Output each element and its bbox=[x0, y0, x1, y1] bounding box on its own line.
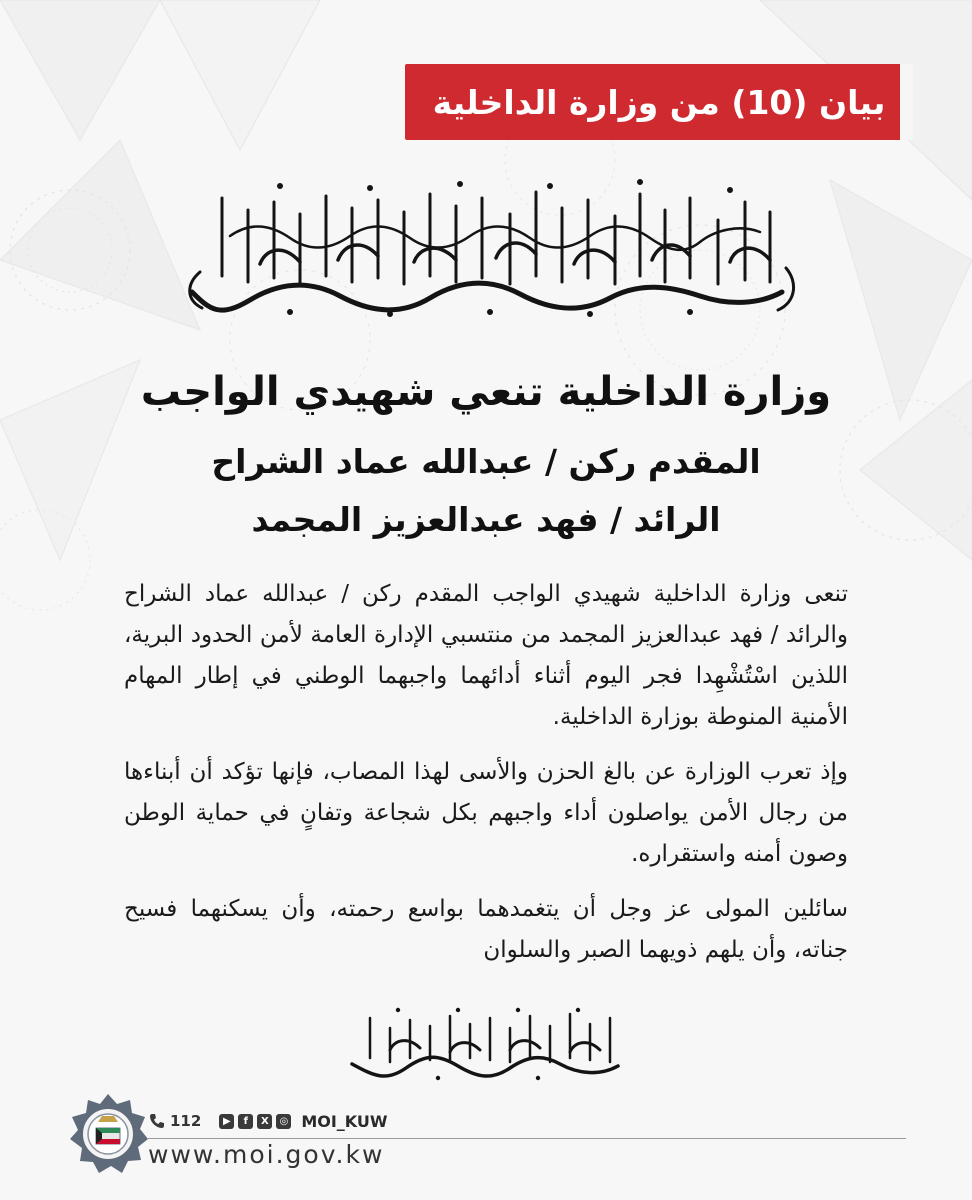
footer-divider bbox=[148, 1138, 906, 1139]
title-accent-bar bbox=[900, 64, 913, 140]
website-link[interactable]: www.moi.gov.kw bbox=[148, 1140, 385, 1169]
instagram-icon[interactable]: ◎ bbox=[276, 1114, 291, 1129]
closing-calligraphy bbox=[338, 1004, 630, 1082]
martyr-name-2: الرائد / فهد عبدالعزيز المجمد bbox=[251, 500, 721, 539]
body-paragraph: تنعى وزارة الداخلية شهيدي الواجب المقدم ركن / عبدالله عماد الشراح والرائد / فهد عبدالعزيز المجمد من منتسبي الإدارة العامة لأمن الحدود البرية، اللذين اسْتُشْهِدا فجر اليوم أثناء أدائهما واجبهما الوطني في إطار المهام الأمنية المنوطة بوزارة الداخلية. bbox=[124, 581, 848, 730]
body-paragraph: سائلين المولى عز وجل أن يتغمدهما بواسع رحمته، وأن يسكنهما فسيح جناته، وأن يلهم ذويهما الصبر والسلوان bbox=[124, 896, 848, 963]
martyr-name-1: المقدم ركن / عبدالله عماد الشراح bbox=[211, 442, 761, 481]
social-handle[interactable]: MOI_KUW bbox=[301, 1111, 388, 1131]
youtube-icon[interactable]: ▶ bbox=[219, 1114, 234, 1129]
police-emblem-logo bbox=[66, 1092, 150, 1176]
body-paragraph: وإذ تعرب الوزارة عن بالغ الحزن والأسى لهذا المصاب، فإنها تؤكد أن أبناءها من رجال الأمن يواصلون أداء واجبهم بكل شجاعة وتفانٍ في حماية الوطن وصون أمنه واستقراره. bbox=[124, 759, 848, 867]
statement-title: بيان (10) من وزارة الداخلية bbox=[432, 82, 886, 122]
facebook-icon[interactable]: f bbox=[238, 1114, 253, 1129]
headline: وزارة الداخلية تنعي شهيدي الواجب bbox=[140, 369, 832, 415]
title-badge bbox=[405, 64, 913, 140]
x-twitter-icon[interactable]: X bbox=[257, 1114, 272, 1129]
emergency-phone-number[interactable]: 112 bbox=[170, 1112, 202, 1130]
quran-verse-calligraphy bbox=[170, 172, 804, 320]
contact-row bbox=[148, 1110, 388, 1132]
statement-body bbox=[124, 574, 848, 985]
phone-icon bbox=[148, 1112, 166, 1130]
